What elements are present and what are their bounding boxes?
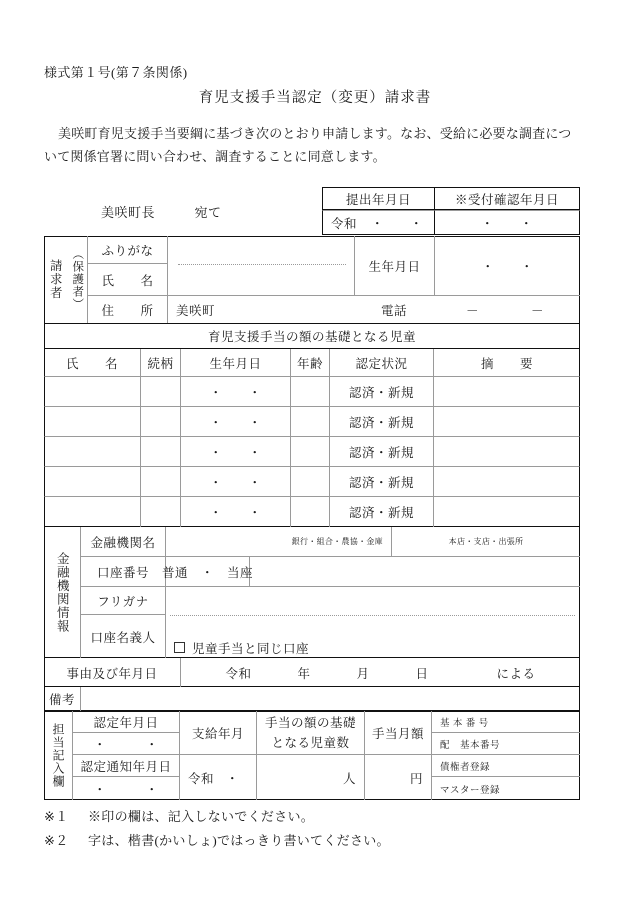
staff-payment-month-value[interactable] bbox=[180, 755, 257, 800]
same-account-label: 児童手当と同じ口座 bbox=[192, 641, 310, 656]
applicant-address-value[interactable]: 美咲町 bbox=[176, 303, 216, 318]
children-col-status: 認定状況 bbox=[330, 349, 434, 377]
staff-child-count-label bbox=[257, 711, 365, 755]
child-status-1[interactable]: 認済・新規 bbox=[330, 377, 434, 407]
reason-month: 月 bbox=[356, 666, 370, 681]
form-number: 様式第１号(第７条関係) bbox=[44, 65, 188, 80]
child-name-1[interactable] bbox=[44, 377, 141, 407]
children-col-name: 氏 名 bbox=[44, 349, 141, 377]
child-relation-4[interactable] bbox=[141, 467, 181, 497]
bank-holder-field[interactable] bbox=[166, 615, 580, 637]
child-status-4[interactable]: 認済・新規 bbox=[330, 467, 434, 497]
child-remarks-5[interactable] bbox=[434, 497, 580, 527]
child-status-3[interactable]: 認済・新規 bbox=[330, 437, 434, 467]
child-status-5[interactable]: 認済・新規 bbox=[330, 497, 434, 527]
reason-era: 令和 bbox=[225, 666, 252, 681]
child-name-5[interactable] bbox=[44, 497, 141, 527]
children-col-age: 年齢 bbox=[291, 349, 330, 377]
applicant-name-field[interactable] bbox=[168, 236, 355, 296]
staff-notice-date-value[interactable]: ・ ・ bbox=[73, 777, 180, 800]
children-col-birth: 生年月日 bbox=[181, 349, 291, 377]
intro-paragraph: 美咲町育児支援手当要綱に基づき次のとおり申請します。なお、受給に必要な調査について関係官署に問い合わせ、調査することに同意します。 bbox=[44, 126, 572, 164]
staff-box-spouse-base-number[interactable]: 配 基本番号 bbox=[432, 733, 580, 755]
bank-account-number-field[interactable] bbox=[250, 557, 580, 587]
page-title: 育児支援手当認定（変更）請求書 bbox=[198, 90, 432, 106]
reason-year: 年 bbox=[297, 666, 311, 681]
child-age-5[interactable] bbox=[291, 497, 330, 527]
child-birth-1[interactable]: ・ ・ bbox=[181, 377, 291, 407]
child-age-2[interactable] bbox=[291, 407, 330, 437]
bank-furigana-label: フリガナ bbox=[81, 587, 166, 615]
child-status-2[interactable]: 認済・新規 bbox=[330, 407, 434, 437]
child-birth-3[interactable]: ・ ・ bbox=[181, 437, 291, 467]
addressee-label: 美咲町長 bbox=[100, 204, 155, 220]
footnote-1-text: ※印の欄は、記入しないでください。 bbox=[88, 809, 315, 824]
children-section-header: 育児支援手当の額の基礎となる児童 bbox=[44, 323, 580, 349]
bank-account-number-label: 口座番号 bbox=[81, 557, 166, 587]
child-birth-2[interactable]: ・ ・ bbox=[181, 407, 291, 437]
child-name-3[interactable] bbox=[44, 437, 141, 467]
bank-institution-field[interactable] bbox=[166, 527, 392, 557]
child-relation-2[interactable] bbox=[141, 407, 181, 437]
staff-approval-date-value[interactable]: ・ ・ bbox=[73, 733, 180, 755]
child-relation-5[interactable] bbox=[141, 497, 181, 527]
applicant-vertical-sublabel: （保護者） bbox=[66, 236, 88, 323]
child-remarks-4[interactable] bbox=[434, 467, 580, 497]
staff-approval-date-label: 認定年月日 bbox=[73, 711, 180, 733]
furigana-guide-line bbox=[178, 264, 346, 265]
applicant-phone-value[interactable]: － － bbox=[465, 303, 544, 318]
staff-box-base-number[interactable]: 基 本 番 号 bbox=[432, 711, 580, 733]
child-birth-5[interactable]: ・ ・ bbox=[181, 497, 291, 527]
submit-date-dots: ・ ・ bbox=[371, 216, 424, 231]
reason-day: 日 bbox=[415, 666, 429, 681]
applicant-birth-value[interactable]: ・ ・ bbox=[435, 236, 580, 296]
receipt-date-header: ※受付確認年月日 bbox=[435, 187, 580, 210]
staff-payment-month-label: 支給年月 bbox=[180, 711, 257, 755]
same-account-checkbox-row[interactable] bbox=[166, 637, 580, 658]
footnote-1 bbox=[44, 806, 314, 825]
staff-notice-date-label: 認定通知年月日 bbox=[73, 755, 180, 777]
bank-institution-types: 銀行・組合・農協・金庫 bbox=[291, 537, 383, 546]
submit-date-value[interactable] bbox=[322, 210, 435, 235]
bank-institution-label: 金融機関名 bbox=[81, 527, 166, 557]
staff-child-count-line1: 手当の額の基礎 bbox=[264, 715, 356, 730]
bank-vertical-label: 金融機関情報 bbox=[44, 527, 81, 658]
staff-allowance-value[interactable]: 円 bbox=[365, 755, 432, 800]
staff-box-master-registration[interactable]: マスター登録 bbox=[440, 785, 501, 796]
child-name-2[interactable] bbox=[44, 407, 141, 437]
payment-month-era: 令和 bbox=[188, 771, 215, 786]
payment-month-dot: ・ bbox=[226, 771, 240, 786]
bank-branch-types: 本店・支店・出張所 bbox=[448, 537, 524, 546]
remarks-field[interactable] bbox=[81, 687, 580, 711]
applicant-furigana-label: ふりがな bbox=[88, 236, 168, 264]
children-col-relation: 続柄 bbox=[141, 349, 181, 377]
child-birth-4[interactable]: ・ ・ bbox=[181, 467, 291, 497]
submit-date-era: 令和 bbox=[331, 216, 358, 231]
child-name-4[interactable] bbox=[44, 467, 141, 497]
reason-label: 事由及び年月日 bbox=[44, 658, 181, 687]
child-remarks-2[interactable] bbox=[434, 407, 580, 437]
bank-furigana-field[interactable] bbox=[166, 587, 580, 615]
applicant-phone-label: 電話 bbox=[380, 303, 407, 318]
child-age-3[interactable] bbox=[291, 437, 330, 467]
bank-account-types[interactable]: 普通 ・ 当座 bbox=[166, 557, 250, 587]
bank-holder-label: 口座名義人 bbox=[81, 615, 166, 658]
applicant-birth-label: 生年月日 bbox=[355, 236, 435, 296]
reason-suffix: による bbox=[496, 666, 536, 681]
child-relation-1[interactable] bbox=[141, 377, 181, 407]
staff-vertical-label: 担当記入欄 bbox=[44, 711, 73, 800]
applicant-address-label: 住 所 bbox=[88, 296, 168, 323]
footnote-2-marker: ※２ bbox=[44, 833, 69, 848]
applicant-vertical-label: 請求者 bbox=[48, 259, 63, 300]
child-relation-3[interactable] bbox=[141, 437, 181, 467]
staff-allowance-label: 手当月額 bbox=[365, 711, 432, 755]
child-remarks-3[interactable] bbox=[434, 437, 580, 467]
footnote-2-text: 字は、楷書(かいしょ)ではっきり書いてください。 bbox=[88, 833, 390, 848]
checkbox-icon[interactable] bbox=[174, 642, 185, 653]
remarks-label: 備考 bbox=[44, 687, 81, 711]
submit-date-header: 提出年月日 bbox=[322, 187, 435, 210]
reason-value-row[interactable] bbox=[181, 658, 580, 687]
child-remarks-1[interactable] bbox=[434, 377, 580, 407]
child-age-1[interactable] bbox=[291, 377, 330, 407]
staff-child-count-value[interactable]: 人 bbox=[257, 755, 365, 800]
receipt-date-value[interactable]: ・ ・ bbox=[435, 210, 580, 235]
footnote-2 bbox=[44, 830, 390, 849]
staff-child-count-line2: となる児童数 bbox=[271, 735, 350, 750]
applicant-name-label: 氏 名 bbox=[88, 264, 168, 296]
children-col-remarks: 摘 要 bbox=[480, 357, 533, 371]
staff-box-creditor-registration[interactable]: 債権者登録 bbox=[432, 755, 580, 777]
footnote-1-marker: ※１ bbox=[44, 809, 69, 824]
addressee-suffix: 宛て bbox=[194, 204, 222, 220]
bank-branch-field[interactable] bbox=[392, 527, 580, 557]
child-age-4[interactable] bbox=[291, 467, 330, 497]
